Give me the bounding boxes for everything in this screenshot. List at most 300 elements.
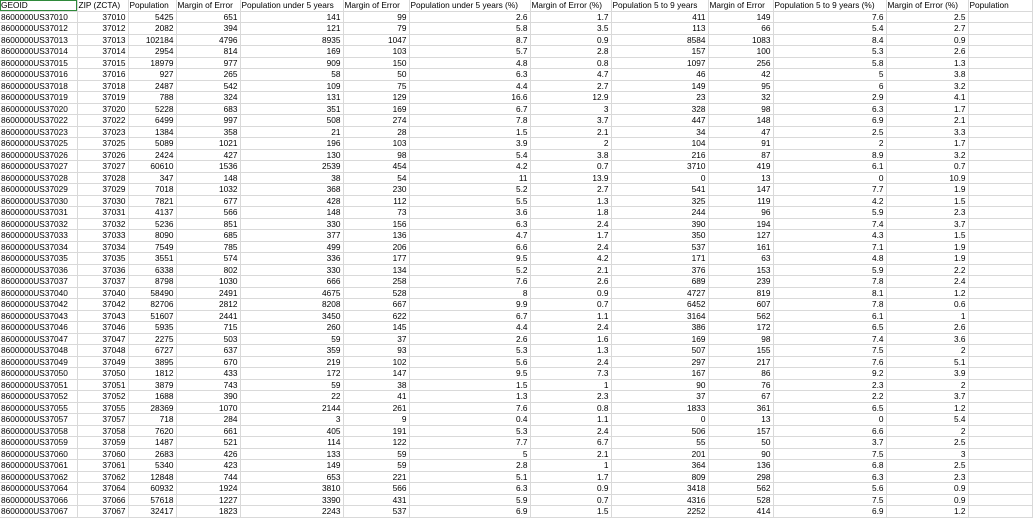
table-cell[interactable]: 744 xyxy=(176,471,240,483)
table-cell[interactable]: 7.6 xyxy=(773,356,886,368)
table-cell[interactable]: 1.7 xyxy=(530,230,611,242)
table-cell[interactable]: 90 xyxy=(708,448,773,460)
table-cell[interactable]: 58 xyxy=(240,69,343,81)
header-cell-margin-of-error-5-to-9-pct[interactable]: Margin of Error (%) xyxy=(886,0,968,11)
table-cell[interactable]: 8600000US37033 xyxy=(0,230,77,242)
table-cell-empty[interactable] xyxy=(968,34,1032,46)
table-cell-empty[interactable] xyxy=(968,230,1032,242)
table-cell-empty[interactable] xyxy=(968,276,1032,288)
table-cell[interactable]: 37047 xyxy=(77,333,128,345)
table-cell[interactable]: 5236 xyxy=(128,218,176,230)
table-cell[interactable]: 156 xyxy=(343,218,409,230)
table-cell[interactable]: 2.1 xyxy=(530,448,611,460)
table-cell[interactable]: 38 xyxy=(343,379,409,391)
table-cell[interactable]: 8.4 xyxy=(773,34,886,46)
table-cell[interactable]: 499 xyxy=(240,241,343,253)
table-cell[interactable]: 361 xyxy=(708,402,773,414)
table-cell[interactable]: 7.6 xyxy=(409,276,530,288)
table-cell[interactable]: 8600000US37034 xyxy=(0,241,77,253)
table-cell[interactable]: 103 xyxy=(343,138,409,150)
table-cell[interactable]: 8600000US37050 xyxy=(0,368,77,380)
table-cell[interactable]: 0.7 xyxy=(530,161,611,173)
table-cell[interactable]: 256 xyxy=(708,57,773,69)
table-cell[interactable]: 1.1 xyxy=(530,310,611,322)
table-cell[interactable]: 8798 xyxy=(128,276,176,288)
table-cell[interactable]: 60610 xyxy=(128,161,176,173)
table-cell[interactable]: 8600000US37032 xyxy=(0,218,77,230)
table-cell[interactable]: 0 xyxy=(611,414,708,426)
table-cell[interactable]: 7.3 xyxy=(530,368,611,380)
table-cell[interactable]: 37033 xyxy=(77,230,128,242)
table-cell[interactable]: 37062 xyxy=(77,471,128,483)
table-cell[interactable]: 4796 xyxy=(176,34,240,46)
table-cell-empty[interactable] xyxy=(968,345,1032,357)
table-cell[interactable]: 9 xyxy=(343,414,409,426)
table-cell[interactable]: 8600000US37035 xyxy=(0,253,77,265)
table-cell[interactable]: 8600000US37051 xyxy=(0,379,77,391)
table-cell[interactable]: 537 xyxy=(611,241,708,253)
table-cell[interactable]: 4.2 xyxy=(409,161,530,173)
table-cell[interactable]: 541 xyxy=(611,184,708,196)
table-cell[interactable]: 6.3 xyxy=(773,103,886,115)
table-cell[interactable]: 8090 xyxy=(128,230,176,242)
table-cell[interactable]: 1.7 xyxy=(530,11,611,23)
table-cell[interactable]: 7.6 xyxy=(409,402,530,414)
table-cell[interactable]: 7.7 xyxy=(409,437,530,449)
table-cell[interactable]: 8600000US37036 xyxy=(0,264,77,276)
table-cell[interactable]: 5 xyxy=(409,448,530,460)
table-cell[interactable]: 93 xyxy=(343,345,409,357)
table-cell[interactable]: 157 xyxy=(708,425,773,437)
table-cell[interactable]: 50 xyxy=(708,437,773,449)
table-cell[interactable]: 1.5 xyxy=(409,379,530,391)
table-cell[interactable]: 8600000US37046 xyxy=(0,322,77,334)
table-cell[interactable]: 1083 xyxy=(708,34,773,46)
table-cell[interactable]: 364 xyxy=(611,460,708,472)
table-cell[interactable]: 37031 xyxy=(77,207,128,219)
table-cell[interactable]: 3551 xyxy=(128,253,176,265)
table-cell[interactable]: 0.7 xyxy=(886,161,968,173)
table-cell[interactable]: 50 xyxy=(343,69,409,81)
table-cell[interactable]: 2.1 xyxy=(530,264,611,276)
table-cell[interactable]: 6.8 xyxy=(773,460,886,472)
table-cell[interactable]: 8600000US37018 xyxy=(0,80,77,92)
table-cell[interactable]: 802 xyxy=(176,264,240,276)
table-cell[interactable]: 3450 xyxy=(240,310,343,322)
table-cell[interactable]: 37025 xyxy=(77,138,128,150)
table-cell-empty[interactable] xyxy=(968,103,1032,115)
table-cell[interactable]: 148 xyxy=(240,207,343,219)
table-cell[interactable]: 2539 xyxy=(240,161,343,173)
table-cell[interactable]: 6.6 xyxy=(773,425,886,437)
table-cell[interactable]: 2.6 xyxy=(886,322,968,334)
table-cell[interactable]: 350 xyxy=(611,230,708,242)
table-cell[interactable]: 87 xyxy=(708,149,773,161)
table-cell[interactable]: 216 xyxy=(611,149,708,161)
table-cell[interactable]: 977 xyxy=(176,57,240,69)
header-cell-population[interactable]: Population xyxy=(128,0,176,11)
table-cell[interactable]: 5.3 xyxy=(409,345,530,357)
table-cell[interactable]: 155 xyxy=(708,345,773,357)
table-cell-empty[interactable] xyxy=(968,46,1032,58)
table-cell[interactable]: 1.7 xyxy=(886,103,968,115)
table-cell[interactable]: 8600000US37057 xyxy=(0,414,77,426)
table-cell[interactable]: 219 xyxy=(240,356,343,368)
table-cell[interactable]: 3710 xyxy=(611,161,708,173)
table-cell[interactable]: 148 xyxy=(176,172,240,184)
table-cell-empty[interactable] xyxy=(968,264,1032,276)
table-cell[interactable]: 8 xyxy=(409,287,530,299)
table-cell[interactable]: 298 xyxy=(708,471,773,483)
table-cell[interactable]: 8600000US37062 xyxy=(0,471,77,483)
table-cell[interactable]: 6 xyxy=(773,80,886,92)
table-cell-empty[interactable] xyxy=(968,23,1032,35)
table-cell[interactable]: 607 xyxy=(708,299,773,311)
header-cell-pop-under-5[interactable]: Population under 5 years xyxy=(240,0,343,11)
table-cell[interactable]: 5.3 xyxy=(773,46,886,58)
table-cell[interactable]: 3 xyxy=(886,448,968,460)
table-cell[interactable]: 2.6 xyxy=(409,11,530,23)
table-cell[interactable]: 131 xyxy=(240,92,343,104)
table-cell[interactable]: 1.2 xyxy=(886,506,968,518)
table-cell[interactable]: 521 xyxy=(176,437,240,449)
table-cell[interactable]: 8600000US37010 xyxy=(0,11,77,23)
table-cell[interactable]: 6.3 xyxy=(409,218,530,230)
table-cell[interactable]: 127 xyxy=(708,230,773,242)
table-cell[interactable]: 3.7 xyxy=(886,391,968,403)
table-cell[interactable]: 133 xyxy=(240,448,343,460)
table-cell[interactable]: 23 xyxy=(611,92,708,104)
table-cell[interactable]: 59 xyxy=(240,333,343,345)
table-cell[interactable]: 169 xyxy=(343,103,409,115)
table-cell[interactable]: 506 xyxy=(611,425,708,437)
table-cell[interactable]: 8.9 xyxy=(773,149,886,161)
table-cell[interactable]: 3.7 xyxy=(773,437,886,449)
table-cell[interactable]: 34 xyxy=(611,126,708,138)
table-cell[interactable]: 114 xyxy=(240,437,343,449)
table-cell[interactable]: 542 xyxy=(176,80,240,92)
table-cell[interactable]: 201 xyxy=(611,448,708,460)
table-cell[interactable]: 75 xyxy=(343,80,409,92)
table-cell[interactable]: 8600000US37055 xyxy=(0,402,77,414)
table-cell[interactable]: 0.9 xyxy=(530,483,611,495)
table-cell[interactable]: 4316 xyxy=(611,494,708,506)
table-cell[interactable]: 260 xyxy=(240,322,343,334)
table-cell[interactable]: 2424 xyxy=(128,149,176,161)
table-cell-empty[interactable] xyxy=(968,368,1032,380)
table-cell-empty[interactable] xyxy=(968,92,1032,104)
table-cell[interactable]: 428 xyxy=(240,195,343,207)
table-cell[interactable]: 651 xyxy=(176,11,240,23)
table-cell[interactable]: 46 xyxy=(611,69,708,81)
table-cell[interactable]: 76 xyxy=(708,379,773,391)
table-cell[interactable]: 653 xyxy=(240,471,343,483)
table-cell[interactable]: 47 xyxy=(708,126,773,138)
table-cell[interactable]: 6.9 xyxy=(773,506,886,518)
table-cell[interactable]: 909 xyxy=(240,57,343,69)
table-cell[interactable]: 60932 xyxy=(128,483,176,495)
table-cell[interactable]: 1.9 xyxy=(886,253,968,265)
table-cell-empty[interactable] xyxy=(968,310,1032,322)
table-cell[interactable]: 2.6 xyxy=(886,46,968,58)
table-cell-empty[interactable] xyxy=(968,506,1032,518)
table-cell[interactable]: 5.2 xyxy=(409,264,530,276)
table-cell[interactable]: 8600000US37012 xyxy=(0,23,77,35)
table-cell[interactable]: 6.7 xyxy=(409,310,530,322)
table-cell[interactable]: 172 xyxy=(708,322,773,334)
table-cell[interactable]: 8600000US37019 xyxy=(0,92,77,104)
table-cell[interactable]: 102184 xyxy=(128,34,176,46)
table-cell[interactable]: 38 xyxy=(240,172,343,184)
table-cell[interactable]: 2.9 xyxy=(773,92,886,104)
table-cell[interactable]: 423 xyxy=(176,460,240,472)
table-cell[interactable]: 37026 xyxy=(77,149,128,161)
table-cell[interactable]: 37020 xyxy=(77,103,128,115)
table-cell[interactable]: 3.5 xyxy=(530,23,611,35)
table-cell[interactable]: 98 xyxy=(708,103,773,115)
table-cell[interactable]: 37049 xyxy=(77,356,128,368)
table-cell[interactable]: 37057 xyxy=(77,414,128,426)
table-cell[interactable]: 637 xyxy=(176,345,240,357)
table-cell[interactable]: 347 xyxy=(128,172,176,184)
table-cell[interactable]: 2491 xyxy=(176,287,240,299)
table-cell[interactable]: 390 xyxy=(611,218,708,230)
table-cell[interactable]: 2.2 xyxy=(773,391,886,403)
table-cell[interactable]: 258 xyxy=(343,276,409,288)
table-cell[interactable]: 426 xyxy=(176,448,240,460)
table-cell[interactable]: 161 xyxy=(708,241,773,253)
table-cell[interactable]: 265 xyxy=(176,69,240,81)
table-cell[interactable]: 145 xyxy=(343,322,409,334)
table-cell[interactable]: 8600000US37042 xyxy=(0,299,77,311)
table-cell[interactable]: 3895 xyxy=(128,356,176,368)
table-cell[interactable]: 6727 xyxy=(128,345,176,357)
table-cell[interactable]: 66 xyxy=(708,23,773,35)
table-cell[interactable]: 2954 xyxy=(128,46,176,58)
table-cell[interactable]: 454 xyxy=(343,161,409,173)
table-cell[interactable]: 6.3 xyxy=(773,471,886,483)
table-cell[interactable]: 13 xyxy=(708,414,773,426)
table-cell[interactable]: 3.8 xyxy=(530,149,611,161)
table-cell[interactable]: 153 xyxy=(708,264,773,276)
table-cell[interactable]: 129 xyxy=(343,92,409,104)
table-cell[interactable]: 376 xyxy=(611,264,708,276)
table-cell-empty[interactable] xyxy=(968,402,1032,414)
table-cell[interactable]: 1.5 xyxy=(886,195,968,207)
table-cell[interactable]: 37048 xyxy=(77,345,128,357)
table-cell[interactable]: 5935 xyxy=(128,322,176,334)
table-cell[interactable]: 851 xyxy=(176,218,240,230)
table-cell[interactable]: 8600000US37022 xyxy=(0,115,77,127)
table-cell[interactable]: 670 xyxy=(176,356,240,368)
table-cell[interactable]: 4.2 xyxy=(530,253,611,265)
table-cell[interactable]: 37036 xyxy=(77,264,128,276)
table-cell[interactable]: 1.6 xyxy=(530,333,611,345)
table-cell[interactable]: 37051 xyxy=(77,379,128,391)
table-cell[interactable]: 8208 xyxy=(240,299,343,311)
table-cell[interactable]: 8600000US37061 xyxy=(0,460,77,472)
table-cell[interactable]: 1688 xyxy=(128,391,176,403)
table-cell[interactable]: 59 xyxy=(240,379,343,391)
table-cell[interactable]: 2.4 xyxy=(530,425,611,437)
table-cell[interactable]: 37067 xyxy=(77,506,128,518)
table-cell[interactable]: 4.7 xyxy=(530,69,611,81)
table-cell[interactable]: 98 xyxy=(343,149,409,161)
table-cell[interactable]: 7.5 xyxy=(773,448,886,460)
table-cell[interactable]: 28369 xyxy=(128,402,176,414)
table-cell[interactable]: 1030 xyxy=(176,276,240,288)
table-cell[interactable]: 149 xyxy=(708,11,773,23)
table-cell[interactable]: 351 xyxy=(240,103,343,115)
table-cell[interactable]: 997 xyxy=(176,115,240,127)
table-cell[interactable]: 7.4 xyxy=(773,218,886,230)
table-cell[interactable]: 4727 xyxy=(611,287,708,299)
table-cell[interactable]: 5.9 xyxy=(409,494,530,506)
table-cell-empty[interactable] xyxy=(968,356,1032,368)
table-cell[interactable]: 7018 xyxy=(128,184,176,196)
table-cell-empty[interactable] xyxy=(968,138,1032,150)
table-cell-empty[interactable] xyxy=(968,322,1032,334)
table-cell[interactable]: 5.9 xyxy=(773,264,886,276)
table-cell[interactable]: 1097 xyxy=(611,57,708,69)
header-cell-margin-of-error-5-to-9[interactable]: Margin of Error xyxy=(708,0,773,11)
table-cell[interactable]: 28 xyxy=(343,126,409,138)
table-cell[interactable]: 37 xyxy=(611,391,708,403)
table-cell[interactable]: 528 xyxy=(343,287,409,299)
table-cell[interactable]: 8600000US37066 xyxy=(0,494,77,506)
table-cell[interactable]: 3.3 xyxy=(886,126,968,138)
table-cell-empty[interactable] xyxy=(968,11,1032,23)
table-cell[interactable]: 37015 xyxy=(77,57,128,69)
table-cell[interactable]: 1.5 xyxy=(886,230,968,242)
table-cell[interactable]: 8600000US37037 xyxy=(0,276,77,288)
table-cell[interactable]: 1227 xyxy=(176,494,240,506)
table-cell[interactable]: 537 xyxy=(343,506,409,518)
table-cell[interactable]: 2144 xyxy=(240,402,343,414)
header-cell-population-next[interactable]: Population xyxy=(968,0,1032,11)
table-cell[interactable]: 528 xyxy=(708,494,773,506)
table-cell[interactable]: 194 xyxy=(708,218,773,230)
table-cell[interactable]: 4.4 xyxy=(409,322,530,334)
table-cell[interactable]: 8600000US37013 xyxy=(0,34,77,46)
table-cell[interactable]: 5.4 xyxy=(886,414,968,426)
table-cell[interactable]: 2.5 xyxy=(886,460,968,472)
table-cell-empty[interactable] xyxy=(968,172,1032,184)
table-cell[interactable]: 5.1 xyxy=(886,356,968,368)
table-cell[interactable]: 2.3 xyxy=(886,471,968,483)
table-cell[interactable]: 390 xyxy=(176,391,240,403)
table-cell[interactable]: 9.2 xyxy=(773,368,886,380)
table-cell[interactable]: 3810 xyxy=(240,483,343,495)
table-cell[interactable]: 411 xyxy=(611,11,708,23)
table-cell[interactable]: 419 xyxy=(708,161,773,173)
table-cell-empty[interactable] xyxy=(968,391,1032,403)
table-cell[interactable]: 819 xyxy=(708,287,773,299)
table-cell[interactable]: 221 xyxy=(343,471,409,483)
table-cell[interactable]: 2.7 xyxy=(530,184,611,196)
table-cell[interactable]: 6.9 xyxy=(409,506,530,518)
table-cell[interactable]: 8600000US37015 xyxy=(0,57,77,69)
table-cell[interactable]: 0.9 xyxy=(886,494,968,506)
table-cell[interactable]: 0.9 xyxy=(886,483,968,495)
table-cell-empty[interactable] xyxy=(968,460,1032,472)
table-cell[interactable]: 261 xyxy=(343,402,409,414)
table-cell[interactable]: 3.2 xyxy=(886,80,968,92)
table-cell[interactable]: 3164 xyxy=(611,310,708,322)
table-cell-empty[interactable] xyxy=(968,218,1032,230)
table-cell[interactable]: 8600000US37016 xyxy=(0,69,77,81)
table-cell[interactable]: 4675 xyxy=(240,287,343,299)
table-cell[interactable]: 82706 xyxy=(128,299,176,311)
table-cell[interactable]: 37043 xyxy=(77,310,128,322)
table-cell[interactable]: 134 xyxy=(343,264,409,276)
table-cell[interactable]: 8584 xyxy=(611,34,708,46)
table-cell[interactable]: 73 xyxy=(343,207,409,219)
table-cell[interactable]: 21 xyxy=(240,126,343,138)
table-cell[interactable]: 37052 xyxy=(77,391,128,403)
table-cell[interactable]: 0.9 xyxy=(886,34,968,46)
table-cell[interactable]: 8600000US37030 xyxy=(0,195,77,207)
table-cell[interactable]: 0 xyxy=(773,414,886,426)
table-cell[interactable]: 2812 xyxy=(176,299,240,311)
table-cell[interactable]: 37016 xyxy=(77,69,128,81)
table-cell[interactable]: 0.4 xyxy=(409,414,530,426)
table-cell[interactable]: 5228 xyxy=(128,103,176,115)
table-cell-empty[interactable] xyxy=(968,184,1032,196)
table-cell[interactable]: 2683 xyxy=(128,448,176,460)
table-cell[interactable]: 37034 xyxy=(77,241,128,253)
table-cell[interactable]: 2.4 xyxy=(530,241,611,253)
table-cell[interactable]: 32 xyxy=(708,92,773,104)
table-cell[interactable]: 9.5 xyxy=(409,253,530,265)
table-cell[interactable]: 3.6 xyxy=(409,207,530,219)
table-cell[interactable]: 0.6 xyxy=(886,299,968,311)
table-cell[interactable]: 37013 xyxy=(77,34,128,46)
table-cell[interactable]: 58490 xyxy=(128,287,176,299)
header-cell-geoid[interactable]: GEOID xyxy=(0,0,77,11)
table-cell[interactable]: 7.1 xyxy=(773,241,886,253)
table-cell[interactable]: 3390 xyxy=(240,494,343,506)
table-cell[interactable]: 359 xyxy=(240,345,343,357)
table-cell[interactable]: 0.8 xyxy=(530,402,611,414)
table-cell[interactable]: 715 xyxy=(176,322,240,334)
table-cell[interactable]: 6.9 xyxy=(773,115,886,127)
table-cell[interactable]: 90 xyxy=(611,379,708,391)
table-cell[interactable]: 86 xyxy=(708,368,773,380)
table-cell[interactable]: 1.8 xyxy=(530,207,611,219)
table-cell[interactable]: 37030 xyxy=(77,195,128,207)
table-cell[interactable]: 57618 xyxy=(128,494,176,506)
header-cell-pop-under-5-pct[interactable]: Population under 5 years (%) xyxy=(409,0,530,11)
table-cell[interactable]: 119 xyxy=(708,195,773,207)
table-cell[interactable]: 13 xyxy=(708,172,773,184)
table-cell[interactable]: 325 xyxy=(611,195,708,207)
table-cell[interactable]: 4.1 xyxy=(886,92,968,104)
table-cell[interactable]: 91 xyxy=(708,138,773,150)
table-cell-empty[interactable] xyxy=(968,494,1032,506)
table-cell[interactable]: 1384 xyxy=(128,126,176,138)
table-cell[interactable]: 508 xyxy=(240,115,343,127)
table-cell[interactable]: 5089 xyxy=(128,138,176,150)
table-cell[interactable]: 8600000US37014 xyxy=(0,46,77,58)
table-cell[interactable]: 37064 xyxy=(77,483,128,495)
table-cell[interactable]: 6.3 xyxy=(409,483,530,495)
table-cell[interactable]: 0.8 xyxy=(530,57,611,69)
table-cell[interactable]: 574 xyxy=(176,253,240,265)
table-cell[interactable]: 5340 xyxy=(128,460,176,472)
table-cell[interactable]: 7.5 xyxy=(773,345,886,357)
table-cell[interactable]: 1021 xyxy=(176,138,240,150)
